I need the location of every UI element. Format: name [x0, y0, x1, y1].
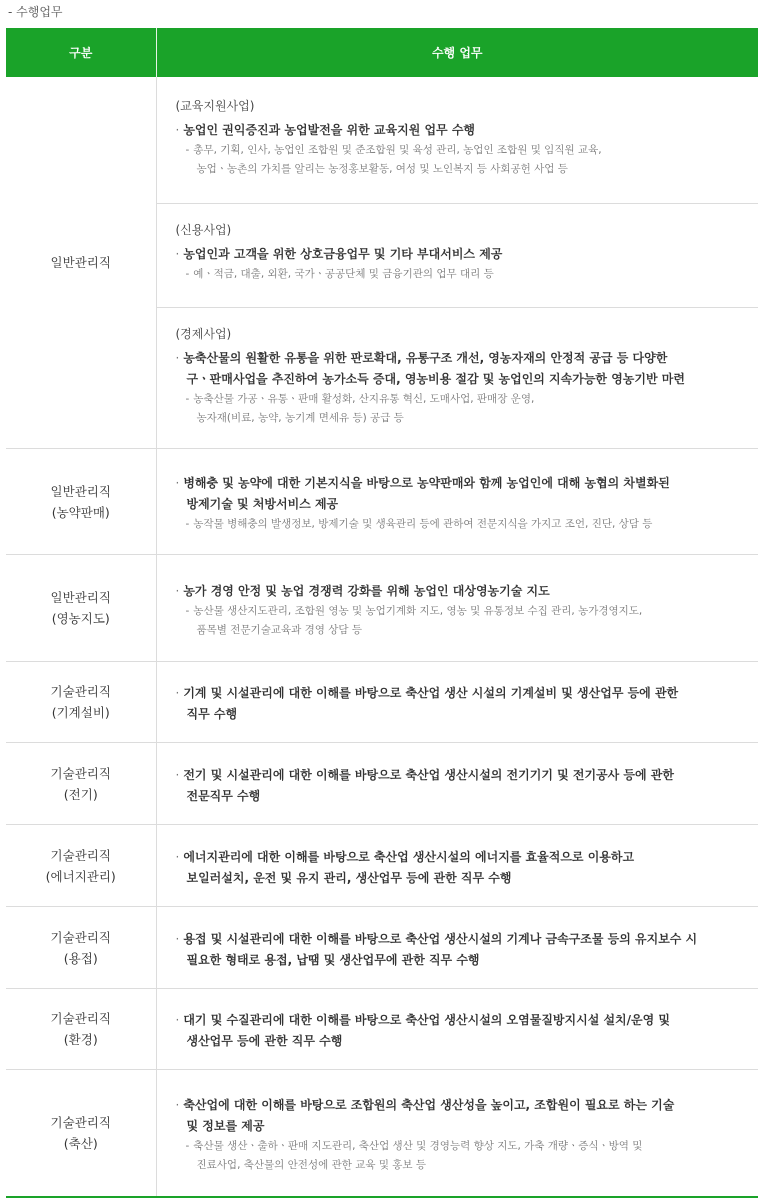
- main-duty-line: 보일러설치, 운전 및 유지 관리, 생산업무 등에 관한 직무 수행: [186, 870, 512, 885]
- main-duty-line: 직무 수행: [186, 707, 238, 721]
- row-category: [6, 989, 156, 1070]
- table-row: [6, 825, 758, 907]
- block-title: (경제사업): [175, 327, 232, 341]
- bullet-icon: ·: [175, 767, 180, 782]
- row-duties: [156, 907, 758, 989]
- bullet-icon: ·: [175, 351, 180, 365]
- row-category: [6, 825, 156, 907]
- main-duty-line: 축산업에 대한 이해를 바탕으로 조합원의 축산업 생산성을 높이고, 조합원이 필요로 하는 기술: [183, 1098, 675, 1112]
- dash-icon: -: [185, 518, 190, 530]
- category-label: 일반관리직: [50, 590, 111, 605]
- main-duty-line: 생산업무 등에 관한 직무 수행: [186, 1034, 343, 1048]
- row-duties: [156, 449, 758, 555]
- main-duty: [176, 244, 739, 265]
- sub-duty: [176, 602, 739, 640]
- duty-block: [157, 829, 759, 903]
- row-category: [6, 1070, 156, 1198]
- category-label: 일반관리직: [50, 483, 111, 499]
- main-duty-line: 및 정보를 제공: [186, 1119, 265, 1133]
- row-duties: [156, 77, 758, 449]
- category-label: 기술관리직: [50, 1115, 111, 1130]
- main-duty: [176, 348, 739, 390]
- main-duty: [176, 1010, 739, 1052]
- block-title: (신용사업): [175, 223, 232, 237]
- main-duty-line: 농가 경영 안정 및 농업 경쟁력 강화를 위해 농업인 대상영농기술 지도: [183, 583, 550, 598]
- duty-block: [157, 455, 759, 548]
- block-title: (교육지원사업): [175, 99, 255, 113]
- bullet-icon: ·: [175, 849, 180, 864]
- table-row: [6, 989, 758, 1070]
- main-duty-line: 농업인과 고객을 위한 상호금융업무 및 기타 부대서비스 제공: [183, 247, 503, 261]
- sub-duty-line: 예ㆍ적금, 대출, 외환, 국가ㆍ공공단체 및 금융기관의 업무 대리 등: [193, 268, 494, 280]
- main-duty-line: 기계 및 시설관리에 대한 이해를 바탕으로 축산업 생산 시설의 기계설비 및 생산업무 등에 관한: [183, 686, 679, 700]
- bullet-icon: ·: [175, 123, 180, 137]
- row-category: [6, 907, 156, 989]
- duty-block: [157, 1077, 759, 1189]
- table-row: [6, 1070, 758, 1198]
- category-label: (에너지관리): [45, 868, 116, 884]
- category-label: 기술관리직: [50, 847, 111, 863]
- duty-block: [157, 992, 759, 1066]
- table-row: [6, 662, 758, 743]
- duties-table: [6, 28, 758, 1198]
- main-duty-line: 병해충 및 농약에 대한 기본지식을 바탕으로 농약판매와 함께 농업인에 대해 농협의 차별화된: [183, 476, 670, 490]
- row-duties: [156, 743, 758, 825]
- sub-duty: [176, 265, 739, 284]
- sub-duty: [176, 515, 739, 534]
- sub-duty: [176, 1137, 739, 1175]
- category-label: (기계설비): [51, 705, 110, 720]
- row-category: [6, 449, 156, 555]
- dash-icon: -: [185, 268, 190, 280]
- main-duty-line: 구ㆍ판매사업을 추진하여 농가소득 증대, 영농비용 절감 및 농업인의 지속가능한 영농기반 마련: [186, 372, 685, 386]
- duty-block: [157, 911, 759, 985]
- duty-block: [157, 665, 759, 739]
- row-duties: [156, 989, 758, 1070]
- category-label: (농약판매): [51, 504, 110, 520]
- row-duties: [156, 555, 758, 662]
- table-row: [6, 743, 758, 825]
- main-duty-line: 농업인 권익증진과 농업발전을 위한 교육지원 업무 수행: [183, 123, 476, 137]
- dash-icon: -: [185, 604, 190, 617]
- bullet-icon: ·: [175, 247, 180, 261]
- table-header-row: [6, 28, 758, 77]
- main-duty: [176, 120, 739, 141]
- bullet-icon: ·: [175, 583, 180, 598]
- category-label: (영농지도): [51, 611, 110, 626]
- duty-block: [157, 563, 759, 654]
- table-row: [6, 555, 758, 662]
- main-duty-line: 에너지관리에 대한 이해를 바탕으로 축산업 생산시설의 에너지를 효율적으로 이용하고: [183, 849, 635, 864]
- main-duty: [176, 683, 739, 725]
- category-label: 기술관리직: [50, 684, 111, 699]
- sub-duty: [176, 141, 739, 179]
- sub-duty-line: 농산물 생산지도관리, 조합원 영농 및 농업기계화 지도, 영농 및 유통정보 수집 관리, 농가경영지도,: [193, 604, 643, 617]
- main-duty-line: 방제기술 및 처방서비스 제공: [186, 497, 339, 511]
- category-label: (환경): [63, 1032, 98, 1047]
- row-duties: [156, 662, 758, 743]
- main-duty: [176, 847, 739, 889]
- category-label: (전기): [63, 786, 98, 802]
- category-label: 기술관리직: [50, 1011, 111, 1026]
- bullet-icon: ·: [175, 1013, 180, 1027]
- sub-duty: [176, 390, 739, 428]
- bullet-icon: ·: [175, 476, 180, 490]
- table-row: [6, 449, 758, 555]
- category-label: 기술관리직: [50, 765, 111, 781]
- sub-duty-line: 농업ㆍ농촌의 가치를 알리는 농정홍보활동, 여성 및 노인복지 등 사회공헌 사업 등: [196, 163, 568, 175]
- dash-icon: -: [185, 393, 190, 405]
- main-duty-line: 전기 및 시설관리에 대한 이해를 바탕으로 축산업 생산시설의 전기기기 및 전기공사 등에 관한: [183, 767, 674, 782]
- sub-duty-line: 품목별 전문기술교육과 경영 상담 등: [196, 623, 362, 636]
- dash-icon: -: [185, 1140, 190, 1152]
- row-duties: [156, 825, 758, 907]
- sub-duty-line: 축산물 생산ㆍ출하ㆍ판매 지도관리, 축산업 생산 및 경영능력 향상 지도, 가축 개량ㆍ증식ㆍ방역 및: [193, 1140, 643, 1152]
- sub-duty-line: 농작물 병해충의 발생정보, 방제기술 및 생육관리 등에 관하여 전문지식을 가지고 조언, 진단, 상담 등: [193, 518, 653, 530]
- section-title: - 수행업무: [8, 5, 63, 19]
- row-duties: [156, 1070, 758, 1198]
- header-duties: 수행 업무: [156, 28, 758, 77]
- duty-block: [157, 80, 759, 204]
- main-duty: [176, 473, 739, 515]
- table-row: [6, 907, 758, 989]
- main-duty: [176, 1095, 739, 1137]
- main-duty: [176, 929, 739, 971]
- sub-duty-line: 진료사업, 축산물의 안전성에 관한 교육 및 홍보 등: [196, 1159, 427, 1171]
- main-duty: [176, 581, 739, 602]
- bullet-icon: ·: [175, 1098, 180, 1112]
- duty-block: [157, 308, 759, 445]
- sub-duty-line: 농자재(비료, 농약, 농기계 면세유 등) 공급 등: [196, 412, 404, 424]
- header-category: 구분: [6, 28, 156, 77]
- main-duty-line: 용접 및 시설관리에 대한 이해를 바탕으로 축산업 생산시설의 기계나 금속구조물 등의 유지보수 시: [183, 931, 698, 946]
- row-category: [6, 743, 156, 825]
- category-label: 기술관리직: [50, 929, 111, 945]
- row-category: [6, 555, 156, 662]
- duty-block: [157, 204, 759, 308]
- category-label: (축산): [63, 1136, 98, 1151]
- category-label: (용접): [63, 950, 98, 966]
- bullet-icon: ·: [175, 686, 180, 700]
- duty-block: [157, 747, 759, 821]
- sub-duty-line: 농축산물 가공ㆍ유통ㆍ판매 활성화, 산지유통 혁신, 도매사업, 판매장 운영,: [193, 393, 535, 405]
- row-category: [6, 77, 156, 449]
- table-row: [6, 77, 758, 449]
- category-label: 일반관리직: [50, 255, 111, 270]
- main-duty: [176, 765, 739, 807]
- main-duty-line: 전문직무 수행: [186, 788, 261, 803]
- main-duty-line: 대기 및 수질관리에 대한 이해를 바탕으로 축산업 생산시설의 오염물질방지시설 설치/운영 및: [183, 1013, 670, 1027]
- bullet-icon: ·: [175, 931, 180, 946]
- main-duty-line: 필요한 형태로 용접, 납땜 및 생산업무에 관한 직무 수행: [186, 952, 480, 967]
- sub-duty-line: 총무, 기획, 인사, 농업인 조합원 및 준조합원 및 육성 관리, 농업인 조합원 및 임직원 교육,: [193, 144, 602, 156]
- main-duty-line: 농축산물의 원활한 유통을 위한 판로확대, 유통구조 개선, 영농자재의 안정적 공급 등 다양한: [183, 351, 668, 365]
- dash-icon: -: [185, 144, 190, 156]
- row-category: [6, 662, 156, 743]
